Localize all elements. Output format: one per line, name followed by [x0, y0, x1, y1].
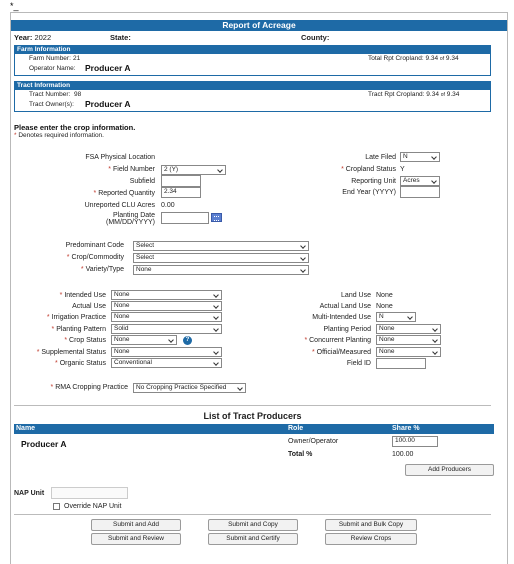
variety-type-label: * Variety/Type: [80, 266, 124, 273]
required-note: [14, 132, 104, 139]
multi-intended-use-select[interactable]: N: [376, 312, 416, 322]
farm-number-row: [15, 54, 490, 63]
year-value: 2022: [34, 33, 52, 42]
irrigation-practice-select[interactable]: None: [111, 312, 222, 322]
tract-number-row: [15, 90, 490, 99]
submit-and-certify-button[interactable]: Submit and Certify: [208, 533, 298, 545]
override-nap-checkbox[interactable]: [53, 503, 60, 510]
planting-pattern-label: * Planting Pattern: [51, 326, 106, 333]
cropland-status-value: Y: [400, 166, 405, 173]
producer-share-input[interactable]: 100.00: [392, 436, 438, 447]
producer-row-role: Owner/Operator: [288, 438, 339, 445]
operator-name: Producer A: [85, 63, 131, 73]
producer-row-name: Producer A: [21, 439, 67, 449]
tract-info-heading: Tract Information: [15, 82, 490, 90]
planting-pattern-select[interactable]: Solid: [111, 324, 222, 334]
col-role-header: Role: [288, 425, 304, 432]
tract-cropland-of: of: [440, 92, 445, 98]
actual-use-label: Actual Use: [72, 303, 106, 310]
add-producers-button[interactable]: Add Producers: [405, 464, 494, 476]
planting-date-label: Planting Date (MM/DD/YYYY): [106, 212, 155, 226]
tract-cropland: [368, 91, 459, 98]
variety-type-select[interactable]: None: [133, 265, 309, 275]
farm-cropland-of: of: [439, 56, 445, 62]
required-asterisk: *: [14, 132, 17, 139]
unreported-clu-value: 0.00: [161, 202, 175, 209]
nap-unit-input[interactable]: [51, 487, 128, 499]
concurrent-planting-label: * Concurrent Planting: [304, 337, 371, 344]
actual-use-select[interactable]: None: [111, 301, 222, 311]
field-number-select[interactable]: 2 (Y): [161, 165, 226, 175]
total-value: 100.00: [392, 451, 414, 458]
field-id-label: Field ID: [346, 360, 371, 367]
tract-cropland-label: Tract Rpt Cropland:: [368, 91, 425, 98]
tract-number-value: 98: [74, 91, 82, 98]
irrigation-practice-label: * Irrigation Practice: [46, 314, 106, 321]
crop-section-title: Please enter the crop information.: [14, 123, 136, 132]
col-name-header: Name: [16, 425, 36, 432]
concurrent-planting-select[interactable]: None: [376, 335, 441, 345]
field-number-label: * Field Number: [108, 166, 155, 173]
subfield-input[interactable]: [161, 175, 201, 187]
late-filed-select[interactable]: N: [400, 152, 440, 162]
section-divider: [14, 405, 491, 406]
actual-land-use-label: Actual Land Use: [319, 303, 371, 310]
override-nap-label: Override NAP Unit: [64, 503, 122, 510]
crop-status-select[interactable]: None: [111, 335, 177, 345]
predominant-code-select[interactable]: Select: [133, 241, 309, 251]
state-label: State:: [110, 33, 131, 42]
farm-number-label: Farm Number:: [29, 55, 71, 62]
unreported-clu-label: Unreported CLU Acres: [84, 202, 155, 209]
rma-cropping-practice-label: * RMA Cropping Practice: [50, 384, 128, 391]
intended-use-label: * Intended Use: [59, 292, 106, 299]
land-use-label: Land Use: [341, 292, 371, 299]
actual-land-use-value: None: [376, 303, 393, 310]
submit-and-bulk-copy-button[interactable]: Submit and Bulk Copy: [325, 519, 417, 531]
planting-date-input[interactable]: [161, 212, 209, 224]
farm-operator-row: [15, 63, 490, 74]
reported-quantity-input[interactable]: 2.34: [161, 187, 201, 198]
planting-period-label: Planting Period: [323, 326, 371, 333]
farm-info-heading: Farm Information: [15, 46, 490, 54]
reporting-unit-label: Reporting Unit: [351, 178, 396, 185]
planting-period-select[interactable]: None: [376, 324, 441, 334]
tract-number-label: Tract Number:: [29, 91, 71, 98]
reporting-unit-select[interactable]: Acres: [400, 176, 440, 186]
organic-status-select[interactable]: Conventional: [111, 358, 222, 368]
tract-owner-label: Tract Owner(s):: [29, 101, 74, 108]
tract-cropland-value: 9.34: [426, 91, 439, 98]
tract-owner-row: [15, 99, 490, 110]
farm-number-value: 21: [73, 55, 81, 62]
county-label: County:: [301, 33, 330, 42]
multi-intended-use-label: Multi-Intended Use: [312, 314, 371, 321]
submit-and-add-button[interactable]: Submit and Add: [91, 519, 181, 531]
crop-commodity-select[interactable]: Select: [133, 253, 309, 263]
farm-cropland-label: Total Rpt Cropland:: [368, 55, 424, 62]
late-filed-label: Late Filed: [365, 154, 396, 161]
crop-status-label: * Crop Status: [64, 337, 106, 344]
help-icon[interactable]: ?: [183, 336, 192, 345]
page-title: Report of Acreage: [11, 20, 507, 31]
farm-info-box: [14, 45, 491, 76]
crop-commodity-label: * Crop/Commodity: [66, 254, 124, 261]
tract-owner-name: Producer A: [85, 99, 131, 109]
fsa-physical-location-label: FSA Physical Location: [85, 154, 155, 161]
intended-use-select[interactable]: None: [111, 290, 222, 300]
bottom-divider: [14, 514, 491, 515]
producers-table-header: [14, 424, 494, 434]
end-year-input[interactable]: [400, 186, 440, 198]
farm-cropland-total: 9.34: [445, 55, 459, 62]
official-measured-select[interactable]: None: [376, 347, 441, 357]
field-id-input[interactable]: [376, 358, 426, 369]
subfield-label: Subfield: [129, 178, 155, 185]
predominant-code-label: Predominant Code: [65, 242, 124, 249]
supplemental-status-label: * Supplemental Status: [36, 349, 106, 356]
tract-cropland-total: 9.34: [446, 91, 460, 98]
total-label: Total %: [288, 451, 313, 458]
review-crops-button[interactable]: Review Crops: [325, 533, 417, 545]
submit-and-review-button[interactable]: Submit and Review: [91, 533, 181, 545]
required-note-text: Denotes required information.: [18, 132, 104, 139]
supplemental-status-select[interactable]: None: [111, 347, 222, 357]
farm-cropland: [368, 55, 459, 62]
nap-unit-label: NAP Unit: [14, 490, 45, 497]
tract-info-box: [14, 81, 491, 112]
col-share-header: Share %: [392, 425, 420, 432]
rma-cropping-practice-select[interactable]: No Cropping Practice Specified: [133, 383, 246, 393]
operator-label: Operator Name:: [29, 65, 76, 72]
cropland-status-label: * Cropland Status: [341, 166, 396, 173]
land-use-value: None: [376, 292, 393, 299]
organic-status-label: * Organic Status: [55, 360, 106, 367]
submit-and-copy-button[interactable]: Submit and Copy: [208, 519, 298, 531]
farm-cropland-value: 9.34: [425, 55, 439, 62]
official-measured-label: * Official/Measured: [311, 349, 371, 356]
end-year-label: End Year (YYYY): [342, 189, 396, 196]
year-label: Year:: [14, 33, 33, 42]
page-marker: *_: [10, 1, 19, 11]
calendar-icon[interactable]: [211, 213, 222, 222]
producers-title: List of Tract Producers: [203, 411, 302, 421]
reported-quantity-label: * Reported Quantity: [93, 190, 155, 197]
